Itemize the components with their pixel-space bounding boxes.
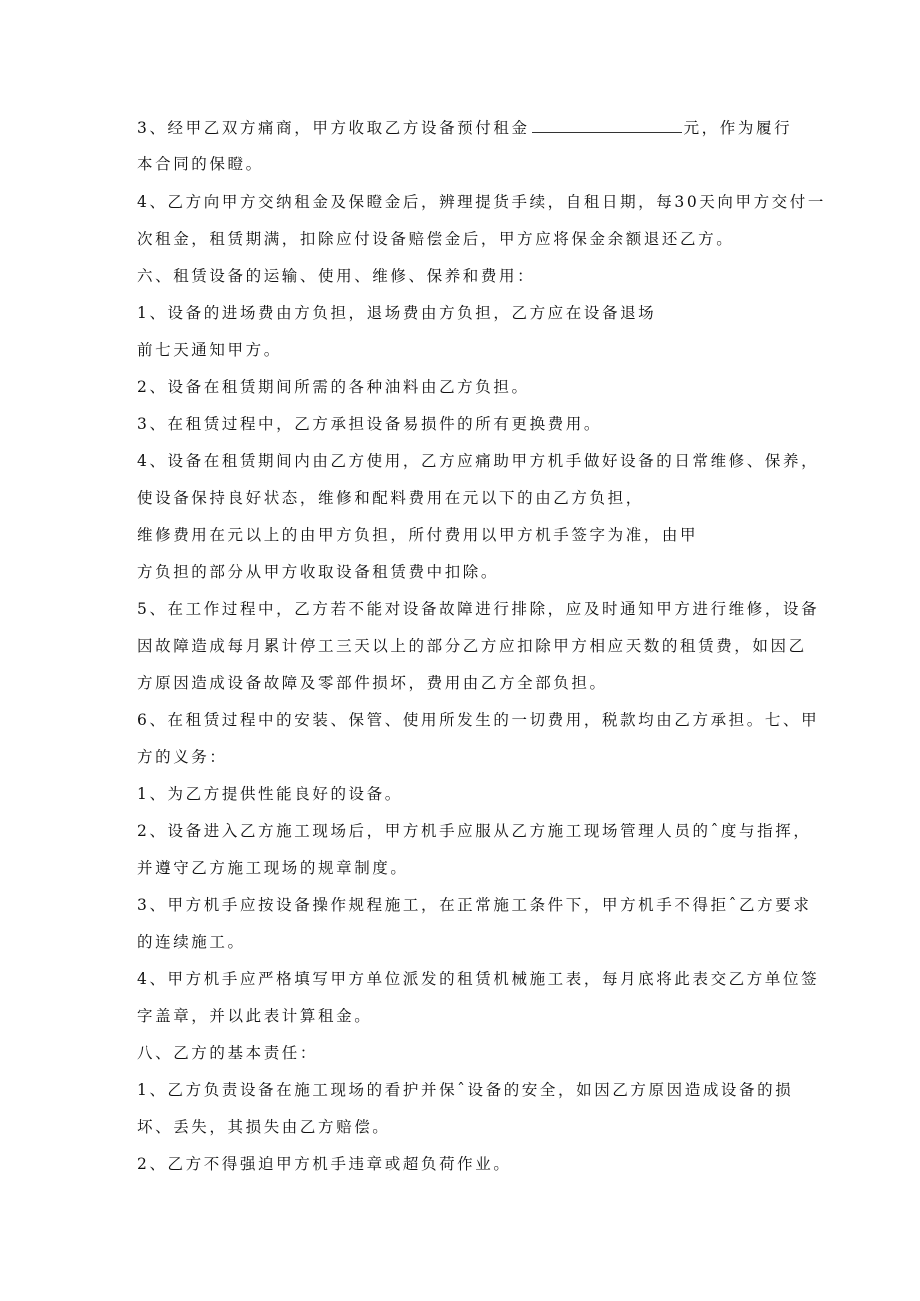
text-segment: 元，作为履行 bbox=[683, 119, 793, 137]
text-line: 2、设备在租赁期间所需的各种油料由乙方负担。 bbox=[137, 378, 530, 396]
text-line: 4、设备在租赁期间内由乙方使用，乙方应痛助甲方机手做好设备的日常维修、保养， bbox=[137, 452, 820, 470]
text-line: 维修费用在元以上的由甲方负担，所付费用以甲方机手签字为准，由甲 bbox=[137, 526, 699, 544]
fill-in-blank bbox=[532, 118, 682, 133]
text-line: 本合同的保瞪。 bbox=[137, 155, 264, 173]
text-line: 坏、丢失，其损失由乙方赔偿。 bbox=[137, 1118, 391, 1136]
text-line: 1、乙方负责设备在施工现场的看护并保ˆ设备的安全，如因乙方原因造成设备的损 bbox=[137, 1081, 794, 1099]
text-line: 1、为乙方提供性能良好的设备。 bbox=[137, 785, 403, 803]
text-segment: 3、经甲乙双方痛商，甲方收取乙方设备预付租金 bbox=[137, 119, 530, 137]
text-line: 并遵守乙方施工现场的规章制度。 bbox=[137, 859, 409, 877]
text-line: 6、在租赁过程中的安装、保管、使用所发生的一切费用，税款均由乙方承担。七、甲 bbox=[137, 711, 820, 729]
text-line: 因故障造成每月累计停工三天以上的部分乙方应扣除甲方相应天数的租赁费，如因乙 bbox=[137, 637, 807, 655]
text-line: 前七天通知甲方。 bbox=[137, 341, 282, 359]
text-line: 4、乙方向甲方交纳租金及保瞪金后，辨理提货手续，自租日期，每30天向甲方交付一 bbox=[137, 193, 826, 211]
text-line: 1、设备的进场费由方负担，退场费由方负担，乙方应在设备退场 bbox=[137, 304, 657, 322]
section-heading: 八、乙方的基本责任： bbox=[137, 1044, 319, 1062]
text-line: 使设备保持良好状态，维修和配料费用在元以下的由乙方负担， bbox=[137, 489, 644, 507]
text-line: 方负担的部分从甲方收取设备租赁费中扣除。 bbox=[137, 563, 500, 581]
text-line: 4、甲方机手应严格填写甲方单位派发的租赁机械施工表，每月底将此表交乙方单位签 bbox=[137, 970, 820, 988]
text-line: 方的义务： bbox=[137, 748, 228, 766]
text-line: 的连续施工。 bbox=[137, 933, 246, 951]
text-line bbox=[137, 118, 792, 138]
text-line: 次租金，租赁期满，扣除应付设备赔偿金后，甲方应将保金余额退还乙方。 bbox=[137, 230, 735, 248]
text-line: 2、设备进入乙方施工现场后，甲方机手应服从乙方施工现场管理人员的ˆ度与指挥， bbox=[137, 822, 812, 840]
text-line: 方原因造成设备故障及零部件损坏，费用由乙方全部负担。 bbox=[137, 674, 608, 692]
text-line: 2、乙方不得强迫甲方机手违章或超负荷作业。 bbox=[137, 1155, 512, 1173]
text-line: 5、在工作过程中，乙方若不能对设备故障进行排除，应及时通知甲方进行维修，设备 bbox=[137, 600, 820, 618]
text-line: 3、在租赁过程中，乙方承担设备易损件的所有更换费用。 bbox=[137, 415, 602, 433]
text-line: 3、甲方机手应按设备操作规程施工，在正常施工条件下，甲方机手不得拒ˆ乙方要求 bbox=[137, 896, 812, 914]
text-line: 字盖章，并以此表计算租金。 bbox=[137, 1007, 373, 1025]
section-heading: 六、租赁设备的运输、使用、维修、保养和费用： bbox=[137, 267, 536, 285]
